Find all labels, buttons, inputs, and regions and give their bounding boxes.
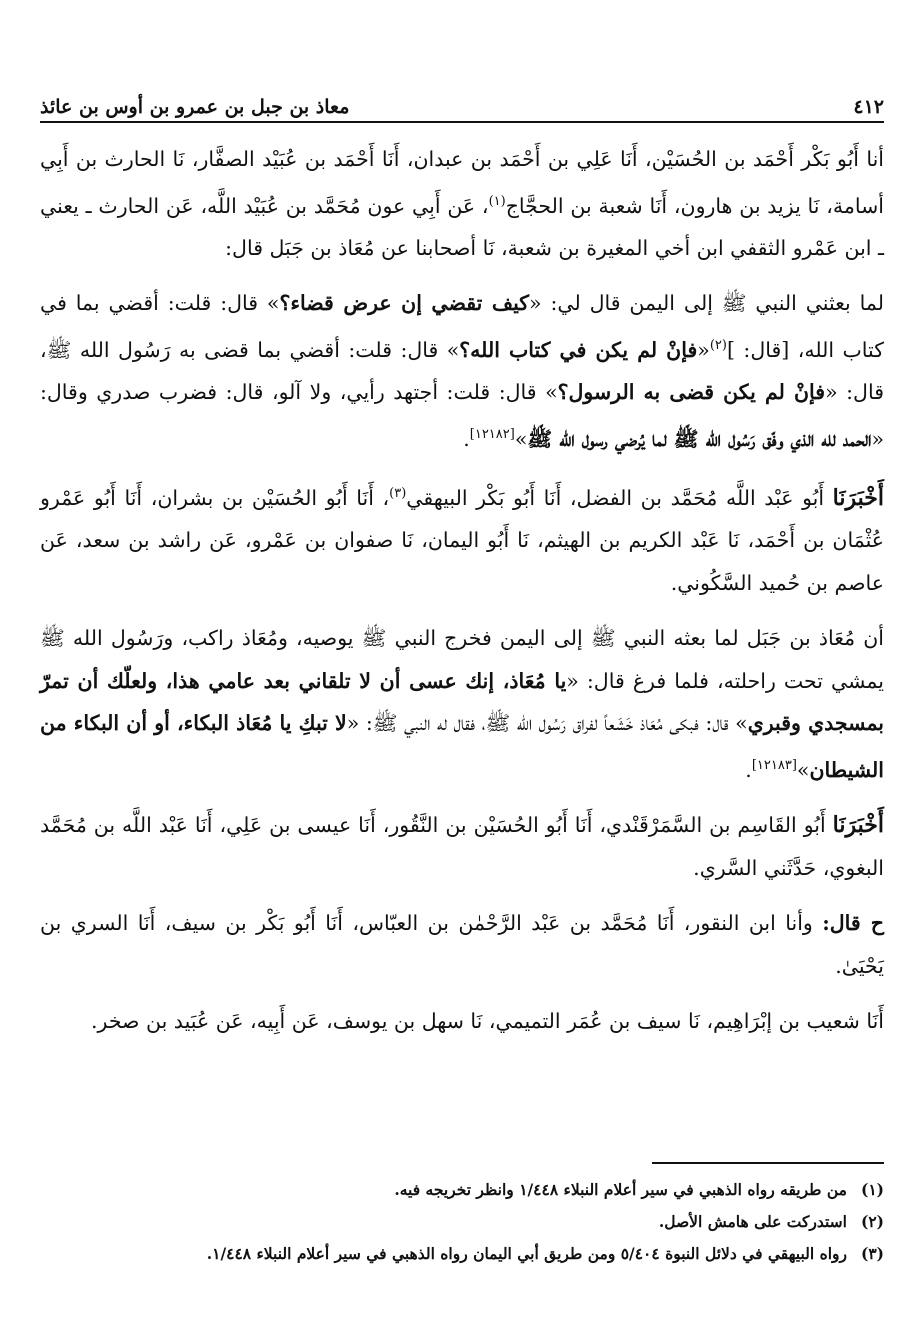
lead-word: أَخْبَرَنَا: [832, 484, 884, 511]
page-number: ٤١٢: [853, 96, 884, 118]
quoted-speech: الحمد لله الذي وفّق رَسُول الله ﷺ لما يُرضي رسول الله ﷺ: [527, 426, 872, 451]
footnote-marker: (٣): [389, 485, 407, 501]
footnote-text: استدركت على هامش الأصل.: [658, 1212, 847, 1231]
header-rule: [40, 121, 884, 123]
text-segment: » قال: قلت: أقضي بما قضى به رَسُول الله ﷺ، قال: «: [40, 337, 885, 405]
quoted-speech: يا مُعَاذ، إنك عسى أن لا تلقاني بعد عامي هذا، ولعلّك أن تمرّ بمسجدي وقبري: [40, 668, 885, 736]
hadith-number: [١٢١٨٣]: [751, 757, 797, 773]
text-segment: »: [514, 426, 528, 451]
text-segment: ، أَنَا أَبُو الحُسَيْن بن بشران، أَنَا أَبُو عَمْرو عُثْمَان بن أَحْمَد، نَا عَبْد الكريم بن الهيثم، نَا أَبُو اليمان، نَا صفوان بن عَمْرو، عَن راشد بن سعد، عَن عاصم بن حُميد السَّكُوني.: [40, 485, 884, 595]
text-segment: .: [745, 757, 752, 782]
text-segment: أَنَا شعيب بن إبْرَاهِيم، نَا سيف بن عُمَر التميمي، نَا سهل بن يوسف، عَن أَبِيه، عَن عُبَيد بن صخر.: [91, 1009, 884, 1034]
quoted-speech: كيف تقضي إن عرض قضاء؟: [279, 291, 530, 316]
paragraph-isnad-3: [40, 804, 884, 889]
footnote-text: من طريقه رواه الذهبي في سير أعلام النبلاء ١/٤٤٨ وانظر تخريجه فيه.: [394, 1180, 847, 1199]
text-segment: أن مُعَاذ بن جَبَل لما بعثه النبي ﷺ إلى اليمن فخرج النبي ﷺ يوصيه، ومُعَاذ راكب، ورَسُول الله ﷺ يمشي تحت راحلته، فلما فرغ قال: «: [40, 626, 884, 693]
lead-word: أَخْبَرَنَا: [832, 812, 884, 839]
text-segment: أنا أَبُو بَكْر أَحْمَد بن الحُسَيْن، أَنَا عَلِي بن أَحْمَد بن عبدان، أَنَا أَحْمَد بن عُبَيْد الصفَّار، نَا الحارث بن أَبِي أسامة، نَا يزيد بن هارون، أَنَا شعبة بن الحجَّاج: [40, 147, 884, 218]
footnotes: [40, 1174, 884, 1270]
running-title: معاذ بن جبل بن عمرو بن أوس بن عائذ: [40, 96, 350, 118]
paragraph-isnad-2: [40, 473, 884, 604]
footnote-text: رواه البيهقي في دلائل النبوة ٥/٤٠٤ ومن طريق أبي اليمان رواه الذهبي في سير أعلام النبلاء ١/٤٤٨.: [206, 1244, 847, 1263]
footnote-number: (١): [860, 1180, 884, 1199]
footnote-number: (٢): [860, 1212, 884, 1231]
footnote: [40, 1174, 884, 1206]
text-segment: » قال: قلت: أجتهد رأيي، ولا آلو، قال: فضرب صدري وقال: «: [40, 380, 884, 451]
footnote: [40, 1206, 884, 1238]
footnote-marker: (٢): [709, 337, 727, 353]
paragraph-hadith-1: [40, 282, 884, 460]
lead-word: ح قال:: [822, 911, 884, 936]
footnote-marker: (١): [488, 193, 506, 209]
paragraph-isnad-4: [40, 902, 884, 987]
paragraph-isnad-5: [40, 1000, 884, 1043]
text-segment: ، عَن أَبِي عون مُحَمَّد بن عُبَيْد اللَّه، عَن الحارث ـ يعني ـ ابن عَمْرو الثقفي ابن أخي المغيرة بن شعبة، نَا أصحابنا عن مُعَاذ بن جَبَل قال:: [40, 193, 884, 260]
book-page: [40, 0, 884, 1339]
text-segment: أَبُو القَاسِم بن السَّمَرْقَنْدي، أَنَا أَبُو الحُسَيْن بن النَّقُور، أَنَا عيسى بن عَلِي، أَنَا عَبْد اللَّه بن مُحَمَّد البغوي، حَدَّثَني السَّري.: [40, 813, 884, 880]
text-segment: » قال: فبكى مُعَاذ خَشَعاً لفراق رَسُول الله ﷺ، فقال له النبي ﷺ: «: [346, 711, 748, 736]
footnote-rule: [652, 1162, 884, 1164]
paragraph-hadith-2: [40, 617, 884, 791]
text-segment: لما بعثني النبي ﷺ إلى اليمن قال لي: «: [529, 291, 884, 316]
quoted-speech: فإنْ لم يكن قضى به الرسول؟: [557, 380, 826, 405]
quoted-speech: لا تبكِ يا مُعَاذ البكاء، أو أن البكاء من الشيطان: [40, 711, 884, 782]
text-segment: «: [697, 337, 710, 362]
footnote: [40, 1238, 884, 1270]
text-segment: .: [463, 426, 470, 451]
footnote-number: (٣): [860, 1244, 884, 1263]
quoted-speech: فإنْ لم يكن في كتاب الله؟: [459, 337, 698, 362]
page-header: [40, 78, 884, 118]
text-segment: أَبُو عَبْد اللَّه مُحَمَّد بن الفضل، أَنَا أَبُو بَكْر البيهقي: [406, 485, 833, 510]
text-segment: وأنا ابن النقور، أَنَا مُحَمَّد بن عَبْد الرَّحْمٰن بن العبّاس، أَنَا أَبُو بَكْر بن سيف، أَنَا السري بن يَحْيَىٰ.: [40, 911, 884, 978]
text-segment: »: [796, 757, 810, 782]
hadith-number: [١٢١٨٢]: [469, 426, 515, 442]
text-segment: » قال: قلت: أقضي بما في كتاب الله، [قال: ]: [40, 291, 885, 362]
paragraph-isnad-1: [40, 138, 884, 269]
main-text: [40, 138, 884, 1056]
